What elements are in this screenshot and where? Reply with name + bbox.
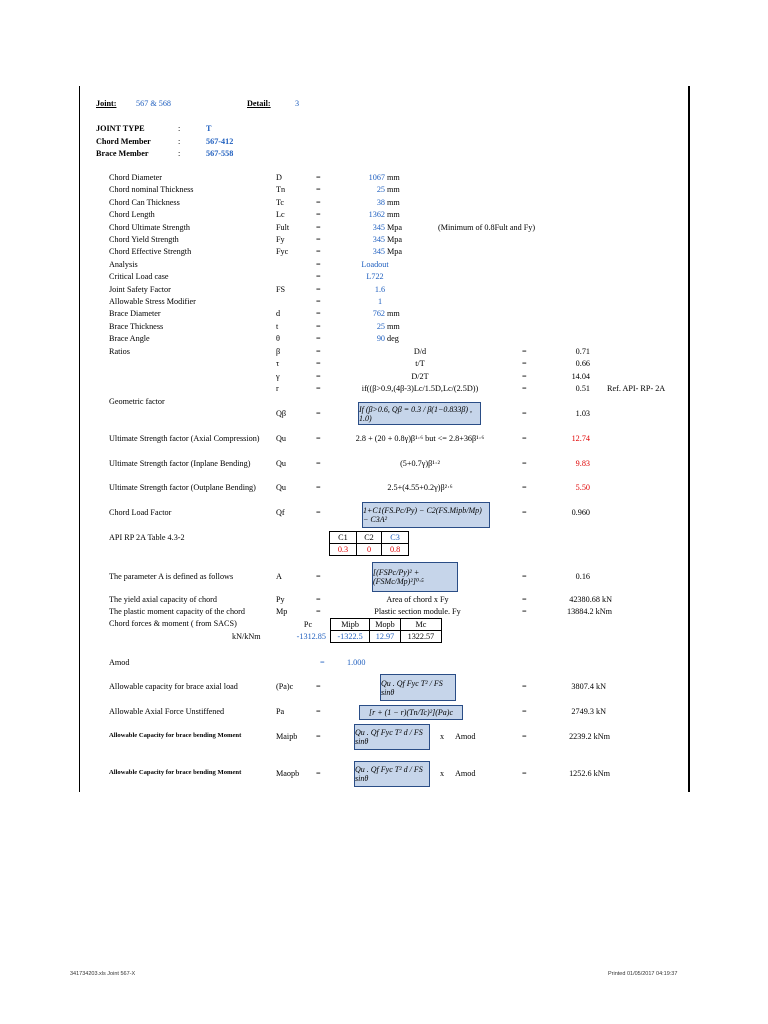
qu-outplane-label: Ultimate Strength factor (Outplane Bending) bbox=[109, 483, 256, 492]
plastic-label: The plastic moment capacity of the chord bbox=[109, 607, 245, 616]
allow-unstiff-result: 2749.3 kN bbox=[571, 707, 606, 716]
param-symbol: θ bbox=[276, 334, 280, 344]
chord-load-formula-box: 1+C1(FS.Pc/Py) − C2(FS.Mipb/Mp) − C3A² bbox=[362, 502, 490, 528]
qu-outplane-expr: 2.5+(4.55+0.2γ)β²·⁶ bbox=[387, 483, 453, 492]
ratio-expr: t/T bbox=[415, 359, 425, 369]
qu-inplane-label: Ultimate Strength factor (Inplane Bending) bbox=[109, 459, 251, 468]
allow-axial-formula-box: Qu . Qf Fyc T² / FS sinθ bbox=[380, 674, 456, 701]
geometric-result: 1.03 bbox=[575, 409, 590, 418]
yield-expr: Area of chord x Fy bbox=[386, 595, 449, 604]
c2-value: 0 bbox=[356, 544, 381, 556]
param-unit: Mpa bbox=[387, 247, 403, 257]
allow-opb-symbol: Maopb bbox=[276, 769, 300, 778]
param-unit: mm bbox=[387, 309, 400, 319]
c3-header: C3 bbox=[382, 532, 409, 544]
param-value: 345 bbox=[372, 247, 385, 257]
eq: = bbox=[522, 508, 527, 517]
param-label: Brace Diameter bbox=[109, 309, 161, 319]
param-unit: deg bbox=[387, 334, 399, 344]
ratio-symbol: γ bbox=[276, 371, 280, 381]
qu-outplane-result: 5.50 bbox=[575, 483, 590, 492]
param-a-result: 0.16 bbox=[575, 572, 590, 581]
param-a-label: The parameter A is defined as follows bbox=[109, 572, 234, 581]
param-label: Chord Diameter bbox=[109, 173, 162, 182]
chord-load-label: Chord Load Factor bbox=[109, 508, 172, 517]
yield-label: The yield axial capacity of chord bbox=[109, 595, 217, 604]
api-table-label: API RP 2A Table 4.3-2 bbox=[109, 533, 185, 542]
qu-axial-label: Ultimate Strength factor (Axial Compression) bbox=[109, 434, 260, 443]
param-value: 1.6 bbox=[374, 284, 386, 294]
param-unit: mm bbox=[387, 185, 400, 195]
plastic-expr: Plastic section module. Fy bbox=[374, 607, 461, 616]
ratio-eq: = bbox=[522, 347, 527, 356]
detail-label: Detail: bbox=[247, 99, 271, 108]
param-value: 345 bbox=[372, 222, 385, 232]
param-eq: = bbox=[316, 259, 321, 269]
mopb-value: 12.97 bbox=[370, 631, 401, 643]
ratio-result: 14.04 bbox=[571, 371, 590, 381]
param-eq: = bbox=[316, 284, 321, 294]
ratio-eq: = bbox=[522, 359, 527, 369]
c2-header: C2 bbox=[356, 532, 381, 544]
ratio-reference: Ref. API- RP- 2A bbox=[607, 384, 666, 394]
ratio-symbol: r bbox=[276, 384, 279, 394]
eq: = bbox=[316, 595, 321, 604]
param-symbol: D bbox=[276, 173, 282, 182]
param-label: Allowable Stress Modifier bbox=[109, 297, 196, 306]
eq: = bbox=[316, 769, 321, 778]
param-label: Chord nominal Thickness bbox=[109, 185, 194, 195]
param-a-formula-box: [(FSPc/Py)² + (FSMc/Mp)²]⁰·⁵ bbox=[372, 562, 458, 592]
joint-type-value: T bbox=[206, 124, 212, 133]
allow-unstiff-symbol: Pa bbox=[276, 707, 285, 716]
param-symbol: Fy bbox=[276, 235, 285, 244]
allow-ipb-label: Allowable Capacity for brace bending Moment bbox=[109, 732, 242, 739]
qu-axial-symbol: Qu bbox=[276, 434, 287, 443]
param-unit: mm bbox=[387, 197, 400, 207]
param-symbol: FS bbox=[276, 284, 286, 294]
joint-type-label: JOINT TYPE bbox=[96, 124, 145, 133]
param-label: Chord Yield Strength bbox=[109, 235, 179, 244]
ratio-expr: D/d bbox=[413, 347, 427, 356]
allow-ipb-result: 2239.2 kNm bbox=[569, 732, 610, 741]
ratio-result: 0.51 bbox=[575, 384, 590, 394]
param-eq: = bbox=[316, 334, 321, 344]
amod-label: Amod bbox=[109, 658, 130, 667]
qu-axial-result: 12.74 bbox=[571, 434, 590, 443]
c3-value: 0.8 bbox=[382, 544, 409, 556]
allow-ipb-symbol: Maipb bbox=[276, 732, 298, 741]
param-eq: = bbox=[316, 272, 321, 282]
ratio-eq: = bbox=[316, 359, 321, 369]
param-symbol: d bbox=[276, 309, 281, 319]
param-symbol: Tn bbox=[276, 185, 286, 195]
param-symbol: Fult bbox=[276, 222, 290, 232]
mipb-header: Mipb bbox=[331, 619, 370, 631]
eq: = bbox=[316, 434, 321, 443]
param-label: Brace Thickness bbox=[109, 321, 164, 331]
eq: = bbox=[522, 483, 527, 492]
ratios-label: Ratios bbox=[109, 347, 130, 356]
chord-load-result: 0.960 bbox=[571, 508, 590, 517]
colon: : bbox=[178, 149, 181, 158]
param-eq: = bbox=[316, 173, 321, 182]
forces-units: kN/kNm bbox=[232, 632, 261, 641]
eq: = bbox=[522, 409, 527, 418]
allow-opb-label: Allowable Capacity for brace bending Moment bbox=[109, 769, 242, 776]
eq: = bbox=[316, 607, 321, 616]
ratio-expr: if((β>0.9,(4β-3)Lc/1.5D,Lc/(2.5D)) bbox=[361, 384, 479, 394]
brace-member-label: Brace Member bbox=[96, 149, 149, 158]
allow-axial-label: Allowable capacity for brace axial load bbox=[109, 682, 238, 691]
param-value: 762 bbox=[372, 309, 385, 319]
ratio-eq: = bbox=[522, 384, 527, 394]
qu-inplane-expr: (5+0.7γ)β¹·² bbox=[400, 459, 440, 468]
amod-eq: = bbox=[320, 658, 325, 667]
ratio-eq: = bbox=[316, 384, 321, 394]
ratio-result: 0.71 bbox=[575, 347, 590, 356]
forces-table bbox=[330, 618, 442, 643]
param-value: 90 bbox=[376, 334, 385, 344]
param-eq: = bbox=[316, 321, 321, 331]
eq: = bbox=[316, 682, 321, 691]
param-eq: = bbox=[316, 247, 321, 257]
param-value: 1362 bbox=[368, 210, 385, 220]
param-label: Chord Ultimate Strength bbox=[109, 222, 190, 232]
qu-outplane-symbol: Qu bbox=[276, 483, 287, 492]
ratio-eq: = bbox=[522, 371, 527, 381]
geometric-symbol: Qβ bbox=[276, 409, 287, 418]
pc-header: Pc bbox=[303, 620, 313, 629]
param-label: Brace Angle bbox=[109, 334, 150, 344]
right-border bbox=[688, 86, 690, 792]
eq: = bbox=[522, 572, 527, 581]
param-value: 1 bbox=[377, 297, 383, 306]
param-symbol: t bbox=[276, 321, 279, 331]
param-note: (Minimum of 0.8Fult and Fy) bbox=[438, 222, 536, 232]
qu-inplane-symbol: Qu bbox=[276, 459, 287, 468]
param-unit: mm bbox=[387, 173, 400, 182]
param-value: 25 bbox=[376, 321, 385, 331]
eq: = bbox=[522, 595, 527, 604]
param-value: 25 bbox=[376, 185, 385, 195]
param-value: 345 bbox=[372, 235, 385, 244]
allow-unstiff-formula-box: [r + (1 − r)(Tn/Tc)²](Pa)c bbox=[359, 705, 463, 720]
param-label: Critical Load case bbox=[109, 272, 169, 282]
yield-symbol: Py bbox=[276, 595, 285, 604]
eq: = bbox=[316, 409, 321, 418]
ratio-expr: D/2T bbox=[411, 371, 429, 381]
param-label: Analysis bbox=[109, 259, 138, 269]
eq: = bbox=[522, 607, 527, 616]
eq: = bbox=[522, 769, 527, 778]
joint-label: Joint: bbox=[96, 99, 117, 108]
multiply-sign: x bbox=[440, 769, 445, 778]
api-coefficient-table bbox=[329, 531, 409, 556]
amod-ref: Amod bbox=[455, 769, 476, 778]
param-unit: mm bbox=[387, 210, 400, 220]
qu-inplane-result: 9.83 bbox=[575, 459, 590, 468]
param-value: 1067 bbox=[368, 173, 385, 182]
colon: : bbox=[178, 137, 181, 146]
eq: = bbox=[522, 707, 527, 716]
yield-result: 42380.68 kN bbox=[569, 595, 612, 604]
ratio-eq: = bbox=[316, 347, 321, 356]
param-value: L722 bbox=[366, 272, 384, 282]
geometric-formula-box: If (β>0.6, Qβ = 0.3 / β(1−0.833β) , 1.0) bbox=[358, 402, 481, 425]
eq: = bbox=[316, 508, 321, 517]
amod-value: 1.000 bbox=[347, 658, 366, 667]
mc-header: Mc bbox=[400, 619, 441, 631]
param-label: Chord Length bbox=[109, 210, 155, 220]
mipb-value: -1322.5 bbox=[331, 631, 370, 643]
mopb-header: Mopb bbox=[370, 619, 401, 631]
param-label: Joint Safety Factor bbox=[109, 284, 171, 294]
param-eq: = bbox=[316, 210, 321, 220]
eq: = bbox=[316, 572, 321, 581]
param-unit: Mpa bbox=[387, 222, 403, 232]
multiply-sign: x bbox=[440, 732, 445, 741]
chord-load-symbol: Qf bbox=[276, 508, 285, 517]
plastic-symbol: Mp bbox=[276, 607, 288, 616]
param-eq: = bbox=[316, 222, 321, 232]
ratio-symbol: β bbox=[276, 347, 281, 356]
ratio-eq: = bbox=[316, 371, 321, 381]
eq: = bbox=[316, 707, 321, 716]
allow-opb-formula-box: Qu . Qf Fyc T² d / FS sinθ bbox=[354, 761, 430, 787]
param-eq: = bbox=[316, 197, 321, 207]
ratio-symbol: τ bbox=[276, 359, 280, 369]
chord-member-label: Chord Member bbox=[96, 137, 151, 146]
eq: = bbox=[522, 682, 527, 691]
param-a-symbol: A bbox=[276, 572, 282, 581]
allow-unstiff-label: Allowable Axial Force Unstiffened bbox=[109, 707, 225, 716]
plastic-result: 13884.2 kNm bbox=[566, 607, 612, 616]
param-symbol: Tc bbox=[276, 197, 285, 207]
mc-value: 1322.57 bbox=[400, 631, 441, 643]
left-border bbox=[79, 86, 80, 792]
param-eq: = bbox=[316, 297, 321, 306]
allow-opb-result: 1252.6 kNm bbox=[569, 769, 610, 778]
c1-header: C1 bbox=[330, 532, 357, 544]
eq: = bbox=[522, 459, 527, 468]
colon: : bbox=[178, 124, 181, 133]
c1-value: 0.3 bbox=[330, 544, 357, 556]
footer-filename: 341734203.xls Joint 567-X bbox=[70, 971, 136, 977]
eq: = bbox=[522, 732, 527, 741]
param-value: 38 bbox=[376, 197, 385, 207]
brace-member-value: 567-558 bbox=[206, 149, 234, 158]
param-label: Chord Effective Strength bbox=[109, 247, 192, 257]
eq: = bbox=[316, 732, 321, 741]
param-value: Loadout bbox=[361, 259, 389, 269]
footer-printed: Printed 01/05/2017 04:19:37 bbox=[608, 971, 678, 977]
ratio-result: 0.66 bbox=[575, 359, 590, 369]
qu-axial-expr: 2.8 + (20 + 0.8γ)β¹·⁶ but <= 2.8+36β¹·⁶ bbox=[355, 434, 485, 443]
param-eq: = bbox=[316, 235, 321, 244]
joint-value: 567 & 568 bbox=[136, 99, 172, 108]
chord-member-value: 567-412 bbox=[206, 137, 234, 146]
param-symbol: Fyc bbox=[276, 247, 289, 257]
param-eq: = bbox=[316, 185, 321, 195]
param-eq: = bbox=[316, 309, 321, 319]
allow-axial-result: 3807.4 kN bbox=[571, 682, 606, 691]
pc-value: -1312.85 bbox=[296, 632, 326, 641]
param-symbol: Lc bbox=[276, 210, 285, 220]
allow-ipb-formula-box: Qu . Qf Fyc T² d / FS sinθ bbox=[354, 724, 430, 750]
eq: = bbox=[316, 483, 321, 492]
param-unit: Mpa bbox=[387, 235, 403, 244]
param-label: Chord Can Thickness bbox=[109, 197, 180, 207]
eq: = bbox=[522, 434, 527, 443]
detail-value: 3 bbox=[295, 99, 300, 108]
allow-axial-symbol: (Pa)c bbox=[276, 682, 294, 691]
forces-label: Chord forces & moment ( from SACS) bbox=[109, 619, 237, 628]
amod-ref: Amod bbox=[455, 732, 476, 741]
eq: = bbox=[316, 459, 321, 468]
param-unit: mm bbox=[387, 321, 400, 331]
geometric-label: Geometric factor bbox=[109, 397, 165, 406]
